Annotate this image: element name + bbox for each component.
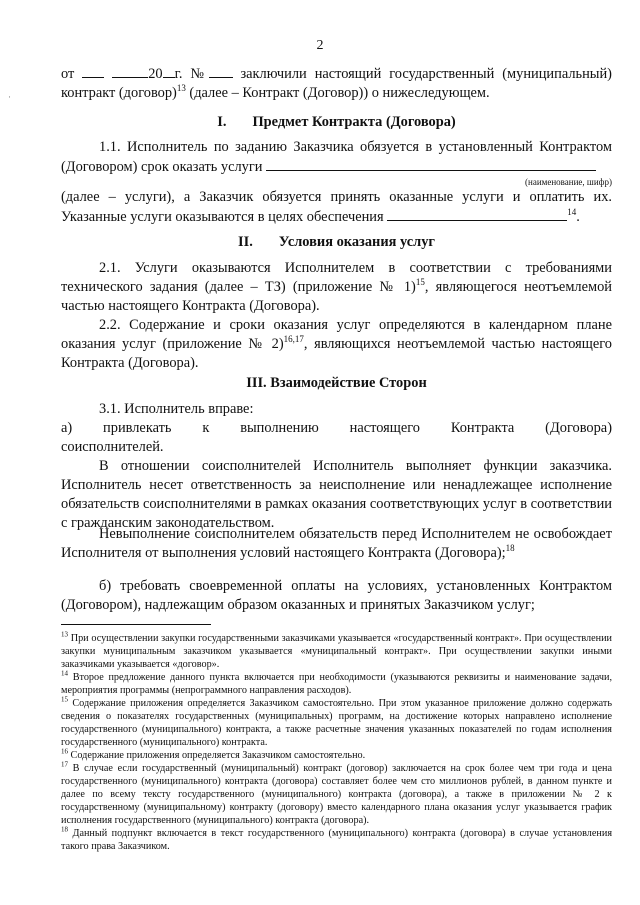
footnote-ref: 16,17: [283, 334, 304, 345]
footnote-ref: 13: [176, 83, 186, 94]
day-blank: [82, 64, 104, 78]
purpose-blank: [387, 207, 567, 221]
subcontractor-text: В отношении соисполнителей Исполнитель выполняет функции заказчика. Исполнитель несет ответственность за неисполнение или ненадлежащее исполнение обязательств соисполнителями в рамках оказания соответствующих услуг в соответствии с гражданским законодательством.: [61, 458, 612, 531]
footnote-num: 18: [61, 825, 68, 834]
footnote-num: 14: [61, 669, 68, 678]
footnote-text: Содержание приложения определяется Заказчиком самостоятельно.: [68, 750, 366, 761]
non-fulfillment-paragraph: [61, 525, 612, 563]
word: (Договора): [545, 420, 612, 436]
non-fulfillment-text: Невыполнение соисполнителем обязательств перед Исполнителем не освобождает Исполнителя от выполнения условий настоящего Контракта (Договора);: [61, 526, 612, 561]
clause-3-1: [61, 400, 612, 419]
clause-2-1-end: , являющегося неотъемлемой частью настоящего Контракта (Договора).: [61, 279, 612, 314]
word: а): [61, 420, 73, 436]
word: выполнению: [240, 420, 319, 436]
section-1-paragraph-cont: [61, 188, 612, 227]
intro-text-after: (далее – Контракт (Договор)) о нижеследующем.: [185, 85, 490, 101]
clause-1-1-cont: (далее – услуги), а Заказчик обязуется принять оказанные услуги и оплатить их. Указанные услуги оказываются в целях обеспечения: [61, 189, 612, 225]
clause-2-2-text: 2.2. Содержание и сроки оказания услуг определяются в календарном плане оказания услуг (приложение № 2): [61, 317, 612, 352]
footnote-16: [61, 749, 612, 762]
word: Контракта: [450, 420, 515, 436]
section-2-title: Условия оказания услуг: [278, 234, 435, 250]
clause-1-1-text: 1.1. Исполнитель по заданию Заказчика обязуется в установленный Контрактом (Договором) срок оказать услуги: [61, 139, 612, 175]
footnote-num: 13: [61, 630, 68, 639]
clause-3-1-b-text: б) требовать своевременной оплаты на условиях, установленных Контрактом (Договором), надлежащим образом оказанных и принятых Заказчиком услуг;: [61, 578, 612, 613]
intro-paragraph: [61, 64, 612, 103]
word: настоящего: [349, 420, 420, 436]
footnote-text: При осуществлении закупки государственными заказчиками указывается «государственный контракт». При осуществлении закупки муниципальным заказчиком указывается «муниципальный контракт». При осуществлении закупки иными заказчиками указывается «договор».: [61, 633, 612, 670]
footnote-num: 15: [61, 695, 68, 704]
footnote-text: Второе предложение данного пункта включается при необходимости (указываются реквизиты и наименование задачи, мероприятия программы (непрограммного направления расходов).: [61, 672, 612, 696]
section-1-title: Предмет Контракта (Договора): [252, 114, 456, 130]
footnote-text: В случае если государственный (муниципальный) контракт (договор) заключается на срок более чем три года и цена государственного (муниципального) контракта (договора) составляет более чем сто миллионов рублей, в данном пункте и далее по всему тексту государственного (муниципального) контракта (договора), а также в приложении № 2 к государственному (муниципальному) контракту (договору) вместо календарного плана оказания услуг указывается график исполнения государственного (муниципального) контракта (договора).: [61, 763, 612, 826]
footnote-ref: 15: [415, 277, 425, 288]
footnote-17: [61, 762, 612, 827]
clause-3-1-a-line: [61, 419, 612, 438]
month-blank: [112, 64, 148, 78]
footnote-18: [61, 827, 612, 853]
section-1-number: I.: [217, 114, 227, 130]
footnotes: [61, 632, 612, 853]
footnote-ref: 18: [505, 543, 515, 554]
footnote-num: 16: [61, 747, 68, 756]
clause-2-1-text: 2.1. Услуги оказываются Исполнителем в соответствии с требованиями технического задания (далее – ТЗ) (приложение № 1): [61, 260, 612, 295]
clause-3-1-a: [61, 419, 612, 457]
intro-text: заключили настоящий государственный (муниципальный) контракт (договор): [61, 66, 612, 101]
clause-2-1: [61, 259, 612, 316]
footnote-separator: [61, 624, 211, 625]
intro-year-prefix: 20: [148, 66, 163, 82]
section-3-heading: [61, 374, 612, 393]
page-number: 2: [316, 38, 324, 53]
intro-year-suffix: г. №: [174, 66, 209, 82]
footnote-text: Содержание приложения определяется Заказчиком самостоятельно. При этом указанное приложение должно содержать сведения о показателях государственных (муниципальных) программ, на достижение которых направлено исполнение государственного (муниципального) контракта, а также расчетные значения указанных показателей по годам исполнения государственного (муниципального) контракта.: [61, 698, 612, 748]
footnote-num: 17: [61, 760, 68, 769]
footnote-text: Данный подпункт включается в текст государственного (муниципального) контракта (договора) в случае установления такого права Заказчиком.: [61, 828, 612, 852]
service-name-blank: [266, 157, 596, 171]
clause-2-2-end: , являющихся неотъемлемой частью настоящего Контракта (Договора).: [61, 336, 612, 371]
section-2-heading: [61, 233, 612, 252]
footnote-14: [61, 671, 612, 697]
footnote-ref: 14: [567, 207, 577, 218]
clause-1-1-end: .: [576, 209, 580, 225]
clause-3-1-text: 3.1. Исполнитель вправе:: [99, 401, 254, 417]
intro-from: от: [61, 66, 75, 82]
word: привлекать: [103, 420, 172, 436]
margin-mark: ·: [8, 92, 11, 102]
clause-3-1-b: [61, 577, 612, 615]
footnote-13: [61, 632, 612, 671]
clause-2-2: [61, 316, 612, 373]
number-blank: [209, 64, 233, 78]
clause-3-1-a-end: соисполнителей.: [61, 439, 164, 455]
footnote-15: [61, 697, 612, 749]
service-name-caption: (наименование, шифр): [525, 177, 612, 187]
section-1-paragraph: [61, 138, 612, 177]
section-1-heading: [61, 113, 612, 132]
subcontractor-paragraph: [61, 457, 612, 533]
year-blank: [163, 64, 175, 78]
section-3-title: III. Взаимодействие Сторон: [246, 375, 427, 391]
word: к: [202, 420, 210, 436]
section-2-number: II.: [238, 234, 253, 250]
